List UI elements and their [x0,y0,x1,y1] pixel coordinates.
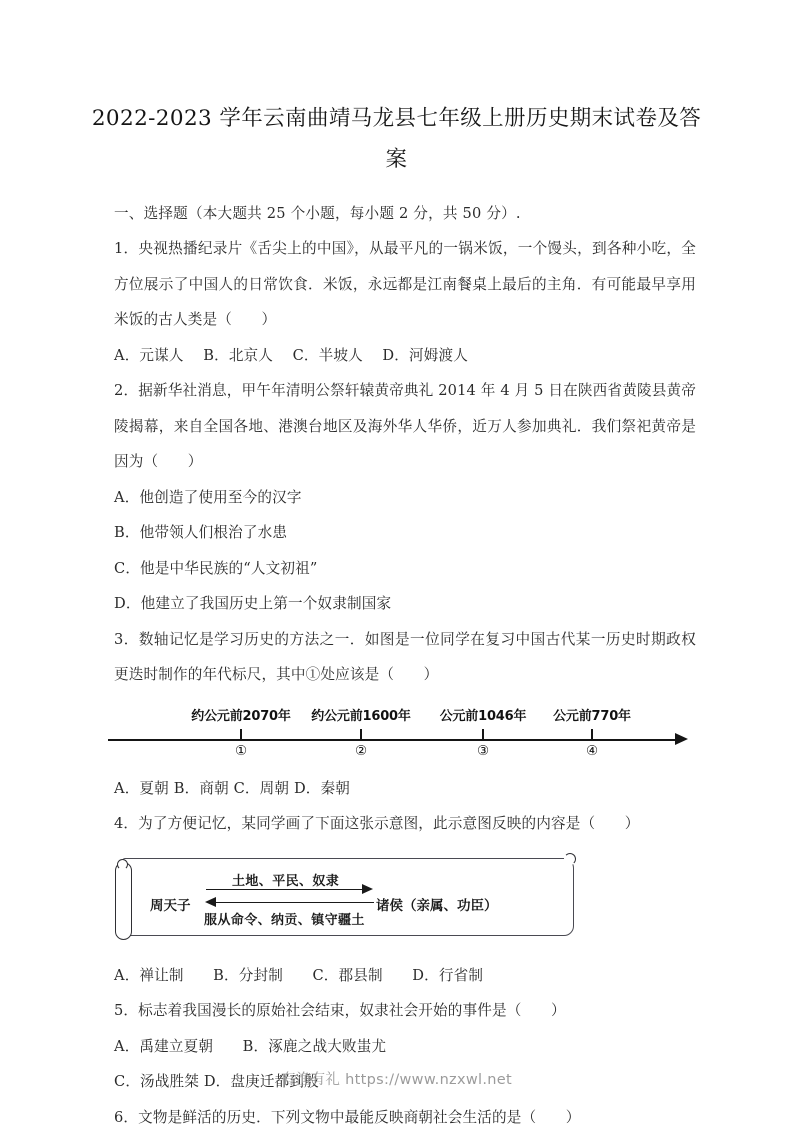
footer-watermark: 有渔有礼 https://www.nzxwl.net [0,1068,793,1089]
question-5-options-ab: A．禹建立夏朝 B．涿鹿之战大败蚩尤 [114,1029,703,1065]
timeline-marker-4: ④ [586,743,598,759]
scroll-curl-left-icon [117,859,128,870]
scroll-diagram-figure [104,850,594,954]
scroll-left-party: 周天子 [150,894,191,914]
timeline-marker-2: ② [355,743,367,759]
timeline-label-2: 约公元前1600年 [311,705,410,724]
question-5-options-cd: C．汤战胜桀 D．盘庚迁都到殷 [114,1064,703,1100]
scroll-arrow-left-line [216,902,374,904]
timeline-marker-3: ③ [477,743,489,759]
timeline-tick-4 [591,729,593,740]
arrow-right-icon [362,884,373,894]
question-1-stem: 1．央视热播纪录片《舌尖上的中国》，从最平凡的一锅米饭，一个馒头，到各种小吃，全方位展示了中国人的日常饮食．米饭，永远都是江南餐桌上最后的主角．有可能最早享用米饭的古人类是（ ） [114,231,696,338]
question-6-stem: 6．文物是鲜活的历史．下列文物中最能反映商朝社会生活的是（ ） [114,1100,696,1135]
timeline-label-1: 约公元前2070年 [191,705,290,724]
question-4-options: A．禅让制 B．分封制 C．郡县制 D．行省制 [114,958,703,994]
question-3-options: A．夏朝 B．商朝 C．周朝 D．秦朝 [114,771,703,807]
timeline-tick-1 [240,729,242,740]
question-4-stem: 4．为了方便记忆，某同学画了下面这张示意图，此示意图反映的内容是（ ） [114,806,696,842]
question-3-stem: 3．数轴记忆是学习历史的方法之一．如图是一位同学在复习中国古代某一历史时期政权更迭时制作的年代标尺，其中①处应该是（ ） [114,622,696,693]
question-5-stem: 5．标志着我国漫长的原始社会结束，奴隶社会开始的事件是（ ） [114,993,696,1029]
question-1-options: A．元谋人 B．北京人 C．半坡人 D．河姆渡人 [114,338,703,374]
timeline-tick-2 [360,729,362,740]
timeline-label-3: 公元前1046年 [440,705,527,724]
question-2-stem: 2．据新华社消息，甲午年清明公祭轩辕黄帝典礼 2014 年 4 月 5 日在陕西省黄陵县黄帝陵揭幕，来自全国各地、港澳台地区及海外华人华侨，近万人参加典礼．我们祭祀黄帝是因为（ ） [114,373,696,480]
page-title: 2022-2023 学年云南曲靖马龙县七年级上册历史期末试卷及答案 [90,0,703,180]
question-2-option-d: D．他建立了我国历史上第一个奴隶制国家 [114,586,703,622]
timeline-arrowhead-icon [675,733,688,745]
scroll-right-party: 诸侯（亲属、功臣） [376,894,498,914]
timeline-marker-1: ① [235,743,247,759]
scroll-arrow-top-label: 土地、平民、奴隶 [232,870,339,889]
timeline-figure [104,703,686,765]
section-heading: 一、选择题（本大题共 25 个小题，每小题 2 分，共 50 分）. [114,196,703,231]
scroll-curl-right-icon [564,853,576,865]
question-2-option-c: C．他是中华民族的“人文初祖” [114,551,703,587]
scroll-roller-icon [115,862,132,940]
scroll-arrow-bottom-label: 服从命令、纳贡、镇守疆土 [204,909,365,928]
scroll-arrow-right-line [206,889,364,891]
timeline-tick-3 [482,729,484,740]
question-2-option-a: A．他创造了使用至今的汉字 [114,480,703,516]
question-2-option-b: B．他带领人们根治了水患 [114,515,703,551]
timeline-label-4: 公元前770年 [553,705,631,724]
arrow-left-icon [205,897,216,907]
